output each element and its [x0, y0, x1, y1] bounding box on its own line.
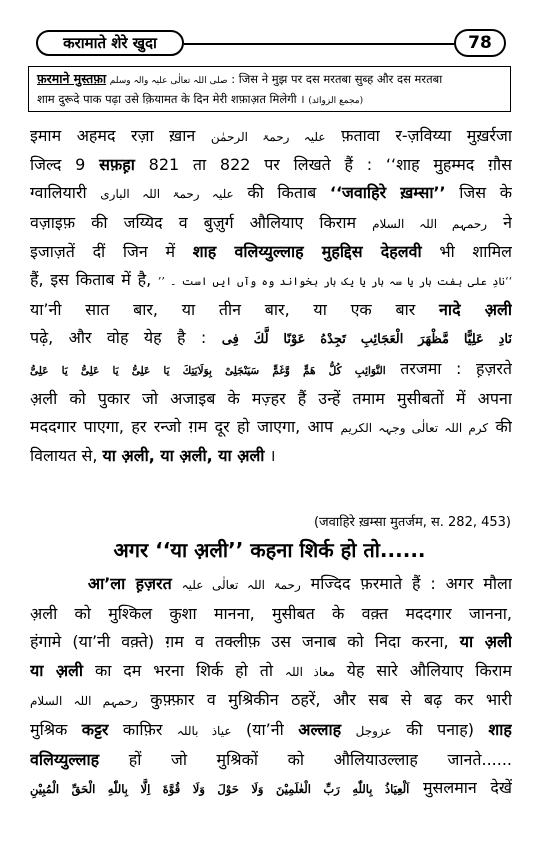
arabic-verse: النَّوَائِبِ كُلُّ هَمٍّ وَّغَمٍّ سَيَنْجَلِیْ بِوَلَايَتِكَ يَا عَلِیُّ يَا عَلِیُّ يَا عَلِیُّ [30, 364, 386, 377]
arabic-honorific: علیہ رحمۃ اللہ الباری [100, 187, 234, 202]
p1-line [30, 122, 512, 151]
text: विलायत से, [30, 446, 98, 466]
p1-line [30, 413, 512, 442]
arabic-verse: اَلْعِيَاذُ بِاللّٰهِ رَبِّ الْعٰلَمِيْنَ وَلَا حَوْلَ وَلَا قُوَّةَ اِلَّا بِاللّٰهِ الْحَقِّ الْمُبِيْنِ [30, 782, 410, 797]
text: जिल्द 9 [30, 155, 86, 175]
text: वज़ाइफ़ की जय्यिद व बुज़ुर्ग औलियाए किराम [30, 212, 357, 232]
p1-line [30, 355, 512, 385]
hadith-salutation: صلی اللہ تعالٰی علیہ والہ وسلم [109, 76, 228, 86]
text: कुफ़्फ़ार व मुश्रिकीन ठहरें, और सब से बढ़ कर भारी [150, 690, 512, 710]
text: मज्दिद फ़रमाते हैं : अगर मौला [310, 574, 512, 593]
hadith-text-2: शाम दुरूदे पाक पढ़ा उसे क़ियामत के दिन मेरी शफ़ाअ़त मिलेगी । [37, 92, 305, 106]
text-bold: शाह वलिय्युल्लाह मुहद्दिस देहलवी [192, 241, 422, 261]
text: की पनाह) [406, 719, 474, 739]
arabic-verse: نَادِ عَلِیًّا مَّظْهَرَ الْعَجَائِبِ تَجِدْهُ عَوْنًا لَّكَ فِی [221, 332, 512, 348]
p2-line [30, 600, 512, 629]
p2-line [30, 657, 512, 687]
text: अ़ली को पुकार जो अजाइब के मज़्हर हैं उन्हें तमाम मुसीबतों में अपना [30, 388, 512, 408]
paragraph-2 [30, 570, 512, 804]
p2-line [30, 716, 512, 746]
arabic-phrase: معاذ اللہ [284, 664, 335, 679]
text: इमाम अहमद रज़ा ख़ान [30, 126, 196, 145]
text: । [269, 446, 276, 466]
text: हों जो मुश्रिकों को औलियाउल्लाह जानते...... [128, 749, 512, 769]
p1-line [30, 179, 512, 208]
paragraph-1 [30, 122, 512, 470]
page-number: 78 [468, 33, 492, 53]
section-heading: अगर ‘‘या अ़ली’’ कहना शिर्क हो तो...... [113, 538, 426, 562]
p1-line [30, 296, 512, 324]
hadith-line-2 [37, 90, 502, 110]
text-bold: या अ़ली [30, 660, 84, 680]
p1-line [30, 385, 512, 413]
p2-line [30, 746, 512, 775]
text: 821 ता 822 पर लिखते हैं : ‘‘शाह मुहम्मद ग़ौस [148, 155, 512, 175]
hadith-line-1 [37, 70, 502, 90]
arabic-honorific: عزوجل [355, 723, 392, 738]
hadith-title: फ़रमाने मुस्तफ़ा [37, 71, 107, 86]
p2-line [30, 570, 512, 600]
book-title-badge [36, 30, 184, 56]
p1-line [30, 324, 512, 354]
text: का दम भरना शिर्क हो तो [94, 660, 273, 680]
text: मुश्रिक [30, 719, 68, 739]
arabic-honorific: علیہ رحمۃ الرحمٰن [210, 130, 326, 144]
text-bold: नादे अ़ली [439, 300, 512, 320]
text: काफ़िर [122, 719, 163, 739]
header-rule [184, 43, 454, 45]
p1-line [30, 151, 512, 179]
text-bold: सफ़ह़ा [99, 155, 135, 175]
text: या’नी सात बार, या तीन बार, या एक बार [30, 300, 416, 320]
text: भी शामिल [439, 241, 512, 261]
text: की किताब [247, 183, 317, 203]
text-bold: वलिय्युल्लाह [30, 749, 100, 769]
text-bold: या अ़ली, या अ़ली, या अ़ली [102, 446, 265, 466]
text-bold: शाह [488, 719, 512, 739]
arabic-phrase: عیاذ باللہ [176, 723, 232, 738]
p2-line [30, 686, 512, 716]
p2-line [30, 774, 512, 804]
page-number-badge [454, 29, 506, 57]
text: ने [503, 212, 512, 232]
text: तरजमा : ह़ज़रते [400, 358, 512, 378]
arabic-honorific: رحمہم اللہ السلام [30, 694, 138, 709]
text: मददगार पाएगा, हर रन्जो ग़म दूर हो जाएगा, आप [30, 417, 334, 437]
text: ग्वालियारी [30, 183, 87, 203]
text: जिस के [459, 183, 512, 203]
text: की [495, 417, 512, 437]
book-title: करामाते शेरे खुदा [63, 34, 157, 52]
arabic-honorific: رحمہم اللہ السلام [372, 216, 488, 231]
text-bold: अल्लाह [298, 719, 342, 739]
text-bold: कट्टर [81, 719, 109, 739]
text: हैं, इस किताब में है, [30, 270, 152, 290]
text: इजाज़तें दीं जिन में [30, 241, 176, 261]
p1-line [30, 209, 512, 238]
reference: (जवाहिरे ख़म्सा मुतर्जम, स. 282, 453) [313, 515, 511, 530]
hadith-box [28, 66, 511, 112]
hadith-text-1: : जिस ने मुझ पर दस मरतबा सुब्ह और दस मरतबा [231, 72, 443, 86]
p2-line [30, 628, 512, 657]
text: येह सारे औलियाए किराम [346, 660, 512, 680]
text: अ़ली को मुश्किल कुशा मानना, मुसीबत के वक़्त मददगार जानना, [30, 603, 512, 623]
p1-line [30, 266, 512, 296]
text-bold: या अ़ली [459, 632, 512, 652]
text: पढ़े, और वोह येह है : [30, 328, 207, 348]
arabic-honorific: کرم اللہ تعالٰی وجہہ الکریم [340, 421, 489, 436]
arabic-honorific: رحمۃ اللہ تعالٰی علیہ [181, 578, 301, 592]
text: फ़तावा र-ज़विय्या मुख़र्रजा [341, 126, 512, 145]
text-bold: आ’ला ह़ज़रत [87, 574, 172, 593]
p1-line [30, 238, 512, 266]
book-name: ‘‘जवाहिरे ख़म्सा’’ [329, 183, 446, 203]
hadith-source: (مجمع الزوائد) [308, 96, 364, 106]
text: हंगामे (या’नी वक़्ते) ग़म व तक्लीफ़ उस जनाब को निदा करना, [30, 632, 449, 652]
persian-quote: ’’ نادِ علی ہفت بار یا سہ بار یا یک بار بخواند وہ وآں ایں است ۔‘‘ [157, 275, 512, 289]
p1-line [30, 442, 512, 470]
text: मुसलमान देखें [422, 778, 512, 798]
text: (या’नी [245, 719, 284, 739]
